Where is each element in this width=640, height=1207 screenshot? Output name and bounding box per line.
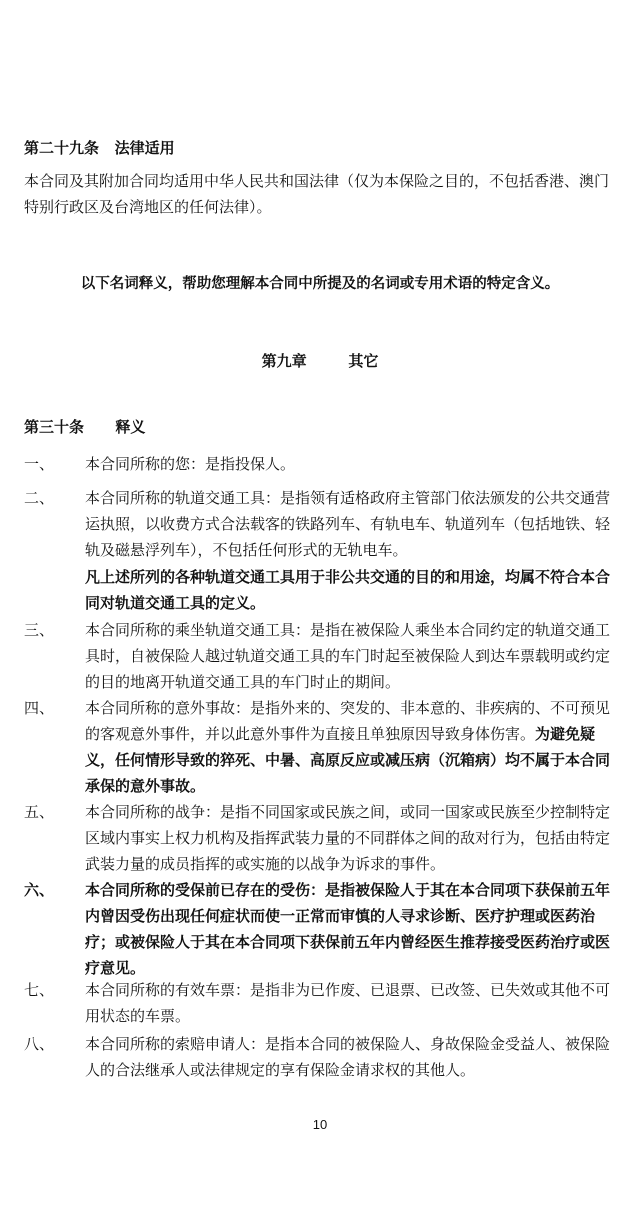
item-number: 二、 — [24, 489, 55, 507]
item-number: 三、 — [24, 621, 55, 639]
item-number: 八、 — [24, 1035, 55, 1053]
item-text: 本合同所称的意外事故：是指外来的、突发的、非本意的、非疾病的、不可预见的客观意外事件，并以此意外事件为直接且单独原因导致身体伤害。 — [85, 699, 611, 743]
page-number: 10 — [312, 1117, 328, 1132]
item-number: 五、 — [24, 803, 55, 821]
article-30-title: 第三十条 释义 — [24, 418, 146, 436]
chapter-title: 第九章 其它 — [261, 352, 379, 370]
item-text: 本合同所称的战争：是指不同国家或民族之间，或同一国家或民族至少控制特定区域内事实上权力机构及指挥武装力量的不同群体之间的敌对行为，包括由特定武装力量的成员指挥的或实施的以战争为诉求的事件。 — [85, 803, 611, 873]
item-text: 本合同所称的索赔申请人：是指本合同的被保险人、身故保险金受益人、被保险人的合法继承人或法律规定的享有保险金请求权的其他人。 — [85, 1035, 611, 1079]
item-bold-text: 为避免疑义，任何情形导致的猝死、中暑、高原反应或减压病（沉箱病）均不属于本合同承保的意外事故。 — [85, 725, 611, 795]
definition-item — [24, 1031, 620, 1083]
definition-item — [24, 451, 620, 477]
item-number: 六、 — [24, 881, 55, 899]
definition-item — [24, 485, 620, 563]
definition-item — [24, 617, 620, 695]
rail-definition-note: 凡上述所列的各种轨道交通工具用于非公共交通的目的和用途，均属不符合本合同对轨道交通工具的定义。 — [85, 568, 611, 612]
item-text-group — [85, 695, 620, 799]
item-text: 本合同所称的有效车票：是指非为已作废、已退票、已改签、已失效或其他不可用状态的车票。 — [85, 981, 611, 1025]
definition-item — [24, 877, 620, 981]
item-number: 七、 — [24, 981, 55, 999]
item-text: 本合同所称的轨道交通工具：是指领有适格政府主管部门依法颁发的公共交通营运执照，以收费方式合法载客的铁路列车、有轨电车、轨道列车（包括地铁、轻轨及磁悬浮列车），不包括任何形式的无轨电车。 — [85, 489, 611, 559]
article-29-body: 本合同及其附加合同均适用中华人民共和国法律（仅为本保险之目的，不包括香港、澳门特别行政区及台湾地区的任何法律）。 — [24, 172, 610, 216]
item-text: 本合同所称的乘坐轨道交通工具：是指在被保险人乘坐本合同约定的轨道交通工具时，自被保险人越过轨道交通工具的车门时起至被保险人到达车票载明或约定的目的地离开轨道交通工具的车门时止的期间。 — [85, 621, 611, 691]
definition-item — [24, 977, 620, 1029]
item-text: 本合同所称的您：是指投保人。 — [85, 455, 296, 473]
definition-item — [24, 799, 620, 877]
definitions-notice: 以下名词释义，帮助您理解本合同中所提及的名词或专用术语的特定含义。 — [80, 276, 560, 292]
item-number: 一、 — [24, 455, 55, 473]
article-29-title: 第二十九条 法律适用 — [24, 139, 175, 157]
item-number: 四、 — [24, 699, 55, 717]
item-text: 本合同所称的受保前已存在的受伤：是指被保险人于其在本合同项下获保前五年内曾因受伤出现任何症状而使一正常而审慎的人寻求诊断、医疗护理或医药治疗；或被保险人于其在本合同项下获保前五年内曾经医生推荐接受医药治疗或医疗意见。 — [85, 881, 611, 977]
definition-item — [24, 695, 620, 799]
